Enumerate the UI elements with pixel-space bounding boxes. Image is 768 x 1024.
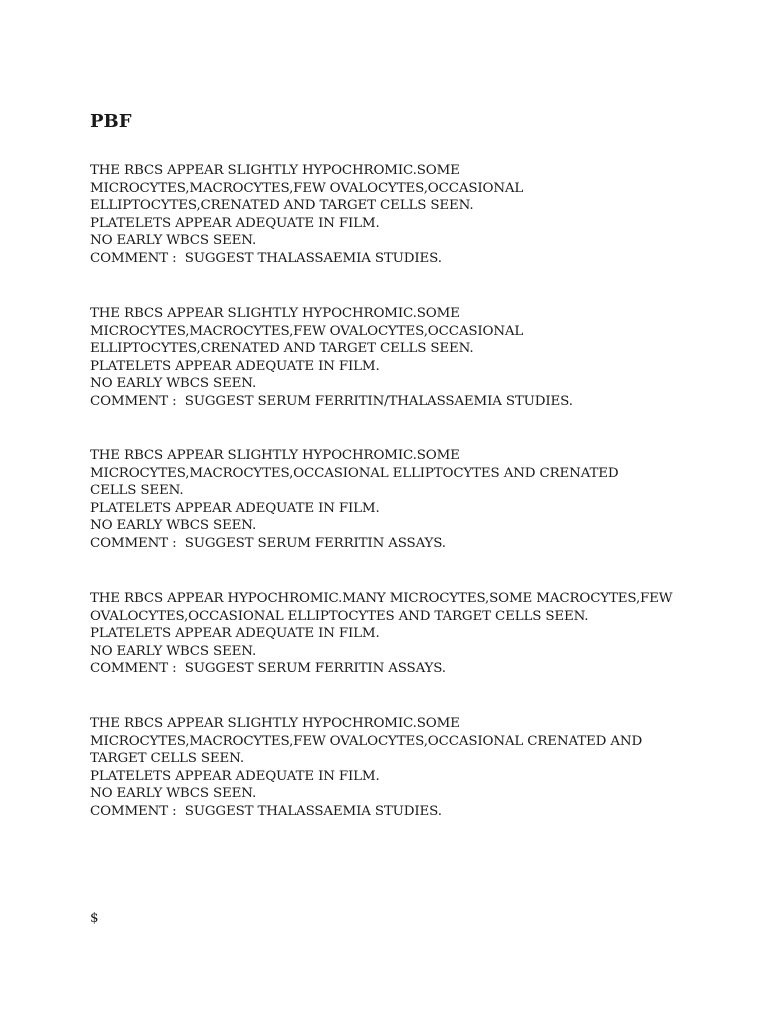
report-line: PLATELETS APPEAR ADEQUATE IN FILM. xyxy=(90,626,380,642)
report-line: ELLIPTOCYTES,CRENATED AND TARGET CELLS SEEN. xyxy=(90,198,474,214)
report-line: MICROCYTES,MACROCYTES,OCCASIONAL ELLIPTOCYTES AND CRENATED xyxy=(90,465,619,481)
report-block-2 xyxy=(90,305,690,411)
report-line: PLATELETS APPEAR ADEQUATE IN FILM. xyxy=(90,500,380,516)
report-comment: COMMENT : SUGGEST THALASSAEMIA STUDIES. xyxy=(90,250,442,266)
report-line: THE RBCS APPEAR SLIGHTLY HYPOCHROMIC.SOME xyxy=(90,306,460,321)
report-line: THE RBCS APPEAR SLIGHTLY HYPOCHROMIC.SOME xyxy=(90,163,460,178)
report-line: NO EARLY WBCS SEEN. xyxy=(90,786,257,802)
report-line: PLATELETS APPEAR ADEQUATE IN FILM. xyxy=(90,215,380,231)
report-line: NO EARLY WBCS SEEN. xyxy=(90,233,257,249)
report-line: THE RBCS APPEAR SLIGHTLY HYPOCHROMIC.SOME xyxy=(90,448,460,463)
report-comment: COMMENT : SUGGEST THALASSAEMIA STUDIES. xyxy=(90,803,442,819)
report-line: MICROCYTES,MACROCYTES,FEW OVALOCYTES,OCCASIONAL xyxy=(90,180,524,196)
report-line: THE RBCS APPEAR SLIGHTLY HYPOCHROMIC.SOME xyxy=(90,716,460,731)
report-line: MICROCYTES,MACROCYTES,FEW OVALOCYTES,OCCASIONAL CRENATED AND xyxy=(90,733,643,749)
report-line: THE RBCS APPEAR HYPOCHROMIC.MANY MICROCYTES,SOME MACROCYTES,FEW xyxy=(90,591,673,606)
report-comment: COMMENT : SUGGEST SERUM FERRITIN ASSAYS. xyxy=(90,535,446,551)
report-line: NO EARLY WBCS SEEN. xyxy=(90,376,257,392)
report-comment: COMMENT : SUGGEST SERUM FERRITIN ASSAYS. xyxy=(90,661,446,677)
report-block-1 xyxy=(90,162,690,268)
report-comment: COMMENT : SUGGEST SERUM FERRITIN/THALASSAEMIA STUDIES. xyxy=(90,393,573,409)
report-block-3 xyxy=(90,447,690,553)
report-line: PLATELETS APPEAR ADEQUATE IN FILM. xyxy=(90,768,380,784)
footer-mark: $ xyxy=(90,911,99,926)
report-block-4 xyxy=(90,590,690,678)
report-line: ELLIPTOCYTES,CRENATED AND TARGET CELLS SEEN. xyxy=(90,341,474,357)
report-line: CELLS SEEN. xyxy=(90,483,184,499)
report-line: NO EARLY WBCS SEEN. xyxy=(90,643,257,659)
report-line: OVALOCYTES,OCCASIONAL ELLIPTOCYTES AND TARGET CELLS SEEN. xyxy=(90,608,589,624)
report-line: MICROCYTES,MACROCYTES,FEW OVALOCYTES,OCCASIONAL xyxy=(90,323,524,339)
report-line: TARGET CELLS SEEN. xyxy=(90,751,244,767)
report-line: NO EARLY WBCS SEEN. xyxy=(90,518,257,534)
report-block-5 xyxy=(90,715,690,821)
page-title: PBF xyxy=(90,111,132,132)
report-line: PLATELETS APPEAR ADEQUATE IN FILM. xyxy=(90,358,380,374)
